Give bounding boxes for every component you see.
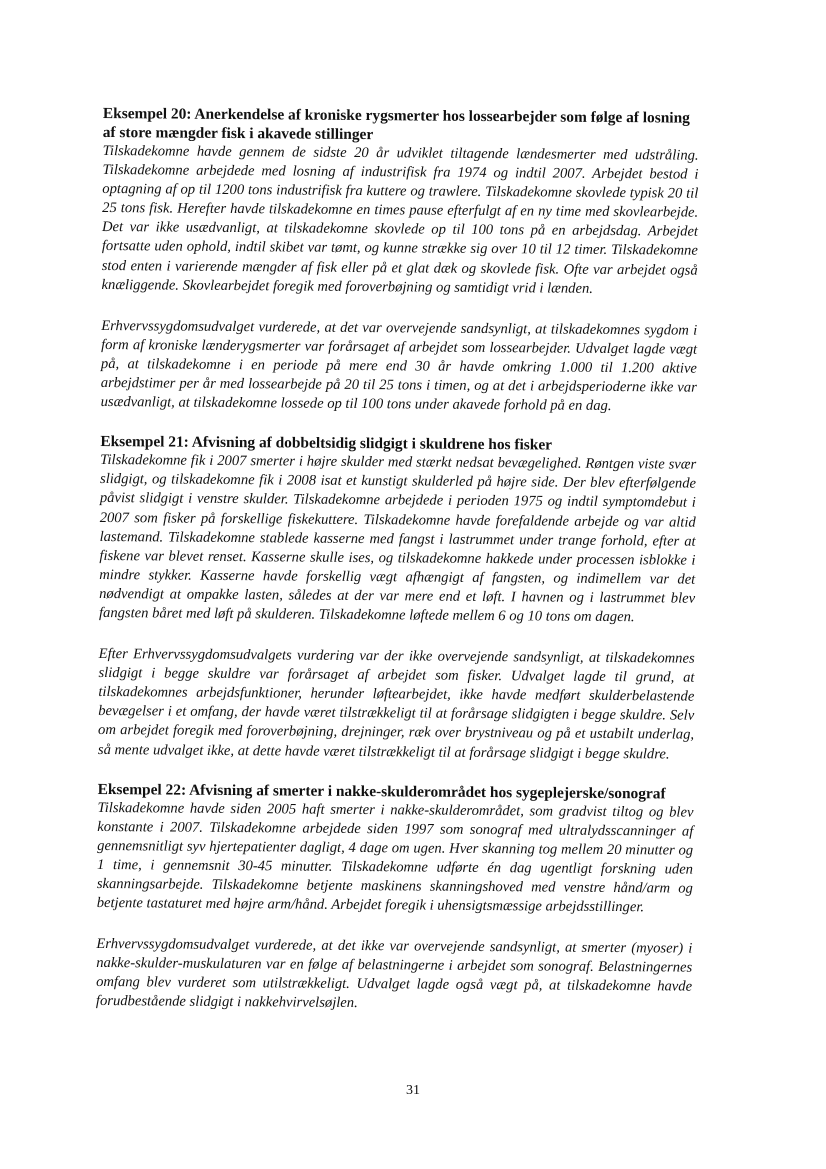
example-22-assessment: Erhvervssygdomsudvalget vurderede, at det ikke var overvejende sandsynligt, at smerter (myoser) i nakke-skulder-muskulaturen var en følge af belastningerne i arbejdet som sonograf. Belastningernes omfang blev vurderet som utilstrækkeligt. Udvalget lagde også vægt på, at tilskadekomne havde forudbestående slidgigt i nakkehvirvelsøjlen.	[95, 936, 693, 1012]
example-20-description: Tilskadekomne havde gennem de sidste 20 år udviklet tiltagende lændesmerter med udstråling. Tilskadekomne arbejdede med losning af industrifisk fra 1974 og indtil 2007. Arbejdet bestod i optagning af op til 1200 tons industrifisk fra kuttere og trawlere. Tilskadekomne skovlede typisk 20 til 25 tons fisk. Herefter havde tilskadekomne en times pause efterfulgt af en ny time med skovlearbejde. Det var ikke usædvanligt, at tilskadekomne skovlede op til 100 tons på en arbejdsdag. Arbejdet fortsatte uden ophold, indtil skibet var tømt, og kunne strække sig over 10 til 12 timer. Tilskadekomne stod enten i varierende mængder af fisk eller på et glat dæk og skovlede fisk. Ofte var arbejdet også knæliggende. Skovlearbejdet foregik med foroverbøjning og samtidigt vrid i lænden.	[101, 142, 699, 297]
example-20-assessment: Erhvervssygdomsudvalget vurderede, at det var overvejende sandsynligt, at tilskadekomnes sygdom i form af kroniske lænderygsmerter var forårsaget af arbejdet som lossearbejder. Udvalget lagde vægt på, at tilskadekomne i en periode på mere end 30 år havde omkring 1.000 til 1.200 aktive arbejdstimer per år med lossearbejde på 20 til 25 tons i timen, og at det i arbejdsperioderne ikke var usædvanligt, at tilskadekomne lossede op til 100 tons under akavede forhold på en dag.	[100, 317, 698, 415]
example-22-description: Tilskadekomne havde siden 2005 haft smerter i nakke-skulderområdet, som gradvist tiltog og blev konstante i 2007. Tilskadekomne arbejdede siden 1997 som sonograf med ultralydsscanninger af gennemsnitligt syv hjertepatienter dagligt, 4 dage om ugen. Hver skanning tog mellem 20 minutter og 1 time, i gennemsnit 30-45 minutter. Tilskadekomne udførte én dag ugentligt forskning uden skanningsarbejde. Tilskadekomne betjente maskinens skanningshoved med venstre hånd/arm og betjente tastaturet med højre arm/hånd. Arbejdet foregik i uhensigtsmæssige arbejdsstillinger.	[96, 799, 694, 916]
example-22	[96, 780, 694, 1017]
example-21-heading: Eksempel 21: Afvisning af dobbeltsidig slidgigt i skuldrene hos fisker	[100, 433, 553, 454]
example-21-description: Tilskadekomne fik i 2007 smerter i højre skulder med stærkt nedsat bevægelighed. Røntgen viste svær slidgigt, og tilskadekomne fik i 2008 isat et kunstigt skulderled på højre side. Der blev efterfølgende påvist slidgigt i venstre skulder. Tilskadekomne arbejdede i perioden 1975 og indtil symptomdebut i 2007 som fisker på forskellige fiskekuttere. Tilskadekomne havde forefaldende arbejde og var altid lastemand. Tilskadekomne stablede kasserne med fangst i lastrummet under trange forhold, efter at fiskene var blevet renset. Kasserne skulle ises, og tilskadekomne hakkede under processen isblokke i mindre stykker. Kasserne havde forskellig vægt afhængigt af fangsten, og indimellem var det nødvendigt at ompakke lasten, således at der var mere end et løft. I havnen og i lastrummet blev fangsten båret med løft på skulderen. Tilskadekomne løftede mellem 6 og 10 tons om dagen.	[98, 452, 697, 626]
example-20-heading: Eksempel 20: Anerkendelse af kroniske rygsmerter hos lossearbejder som følge af losning af store mængder fisk i akavede stillinger	[102, 104, 690, 144]
example-20	[101, 104, 699, 417]
example-21-assessment: Efter Erhvervssygdomsudvalgets vurdering var der ikke overvejende sandsynligt, at tilskadekomnes slidgigt i begge skuldre var forårsaget af arbejdet som fisker. Udvalget lagde til grund, at tilskadekomnes arbejdsfunktioner, herunder løftearbejdet, ikke havde medført skulderbelastende bevægelser i et omfang, der havde været tilstrækkeligt til at forårsage slidgigten i begge skuldre. Selv om arbejdet foregik med foroverbøjning, drejninger, ræk over brystniveau og på et ustabilt underlag, så mente udvalget ikke, at dette havde været tilstrækkeligt til at forårsage slidgigt i begge skuldre.	[97, 646, 695, 763]
page-number: 31	[406, 1083, 420, 1098]
page-content	[96, 104, 699, 1016]
example-22-heading: Eksempel 22: Afvisning af smerter i nakke-skulderområdet hos sygeplejerske/sonograf	[97, 780, 666, 803]
example-21	[98, 432, 697, 764]
